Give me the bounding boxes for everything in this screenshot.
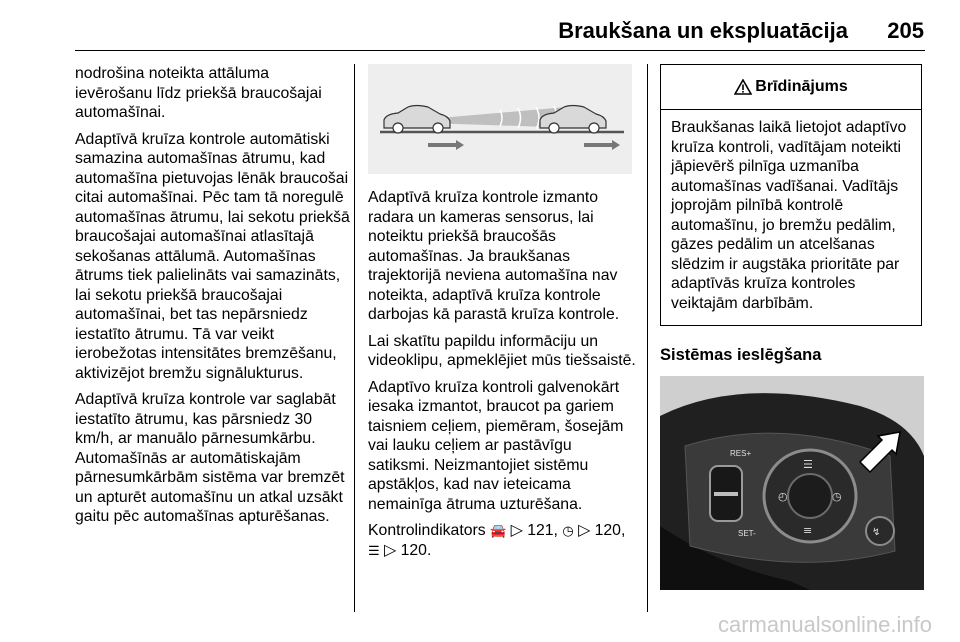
indicator-line (368, 521, 636, 560)
indicator-ref: 121, (527, 522, 558, 539)
column-3 (660, 64, 928, 590)
warning-triangle-icon (734, 79, 752, 95)
paragraph: Adaptīvā kruīza kontrole automātiski samazina automašīnas ātrumu, kad automašīna pietuvojas lēnāk braucošai citai automašīnai. Pēc tam tā noregulē automašīnas ātrumu, lai sekotu priekšā braucošajai automašīnai atlasītajā sekošanas attālumā. Automašīnas ātrums tiek palielināts vai samazināts, lai sekotu priekšā braucošajai automašīnai, bet tas nepārsniedz iestatīto ātrumu. Tā var veikt ierobežotas intensitātes bremzēšanu, aktivizējot bremžu signālukturus. (75, 130, 350, 382)
paragraph: Adaptīvā kruīza kontrole izmanto radara un kameras sensorus, lai noteiktu priekšā braucošās automašīnas. Ja braukšanas trajektorijā neviena automašīna nav noteikta, adaptīvā kruīza kontrole darbojas kā parastā kruīza kontrole. (368, 189, 620, 323)
column-2 (368, 64, 636, 567)
page-header (0, 18, 960, 48)
set-label: SET- (738, 528, 756, 538)
radar-figure-svg (368, 64, 632, 174)
header-title: Braukšana un ekspluatācija (558, 18, 848, 43)
column-1 (75, 64, 350, 534)
header-rule (75, 50, 925, 51)
warning-box (660, 64, 922, 326)
lane-assist-icon: ≡ (803, 523, 813, 537)
watermark: carmanualsonline.info (717, 612, 932, 637)
arrow-right-icon (428, 140, 464, 150)
page-ref-icon: ▷ (510, 522, 523, 539)
warning-title: Brīdinājums (755, 78, 848, 96)
rocker-center-line (714, 492, 738, 496)
column-divider-1 (354, 64, 355, 612)
paragraph: Adaptīvo kruīza kontroli galvenokārt iesaka izmantot, braucot pa gariem taisniem ceļiem, piemēram, šosejām vai lauku ceļiem ar pastāvīgu satiksmi. Neizmantojiet sistēmu apstākļos, kad nav ieteicama nemainīga ātruma uzturēšana. (368, 378, 624, 513)
paragraph: Adaptīvā kruīza kontrole var saglabāt iestatīto ātrumu, kas pārsniedz 30 km/h, ar manuālo pārnesumkārbu. Automašīnās ar automātiskajām pārnesumkārbām sistēma var bremzēt un apturēt automašīnu un atkal uzsākt gaitu pēc automašīnas apturēšanas. (75, 391, 345, 525)
paragraph: nodrošina noteikta attāluma ievērošanu līdz priekšā braucošajai automašīnai. (75, 65, 322, 121)
warning-header (661, 65, 921, 110)
car-indicator-icon: 🚘 (490, 523, 507, 538)
indicator-ref: 120, (594, 522, 626, 539)
arrow-right-icon (584, 140, 620, 150)
cancel-icon: ↯ (872, 526, 881, 538)
page-number: 205 (887, 18, 924, 43)
cruise-control-icon: ◷ (832, 489, 842, 503)
page-ref-icon: ▷ (384, 541, 397, 559)
indicator-label: Kontrolindikators (368, 522, 486, 539)
dial-center-button[interactable] (788, 474, 832, 518)
indicator-ref: 120. (400, 541, 432, 559)
radar-illustration (368, 64, 632, 174)
distance-indicator-icon: ☰ (368, 542, 380, 558)
speed-limiter-icon: ◴ (778, 489, 788, 503)
distance-setting-icon: ☰ (803, 457, 813, 471)
warning-text: Braukšanas laikā lietojot adaptīvo kruīza kontroli, vadītājam noteikti jāpievērš pilnīga uzmanība automašīnas vadīšanai. Vadītājs joprojām pilnībā kontrolē automašīnu, jo bremžu pedālim, gāzes pedālim un atcelšanas slēdzim ir augstāka prioritāte par adaptīvās kruīza kontroles veiktajām darbībām. (671, 119, 907, 312)
res-label: RES+ (730, 448, 752, 458)
steering-wheel-svg (660, 376, 924, 590)
paragraph: Lai skatītu papildu informāciju un videoklipu, apmeklējiet mūs tiešsaistē. (368, 332, 636, 369)
own-car-icon (384, 106, 450, 134)
page-ref-icon: ▷ (578, 522, 591, 539)
column-divider-2 (647, 64, 648, 612)
steering-wheel-controls-photo (660, 376, 924, 590)
cruise-indicator-icon: ◷ (562, 523, 574, 538)
section-heading: Sistēmas ieslēgšana (660, 346, 822, 364)
